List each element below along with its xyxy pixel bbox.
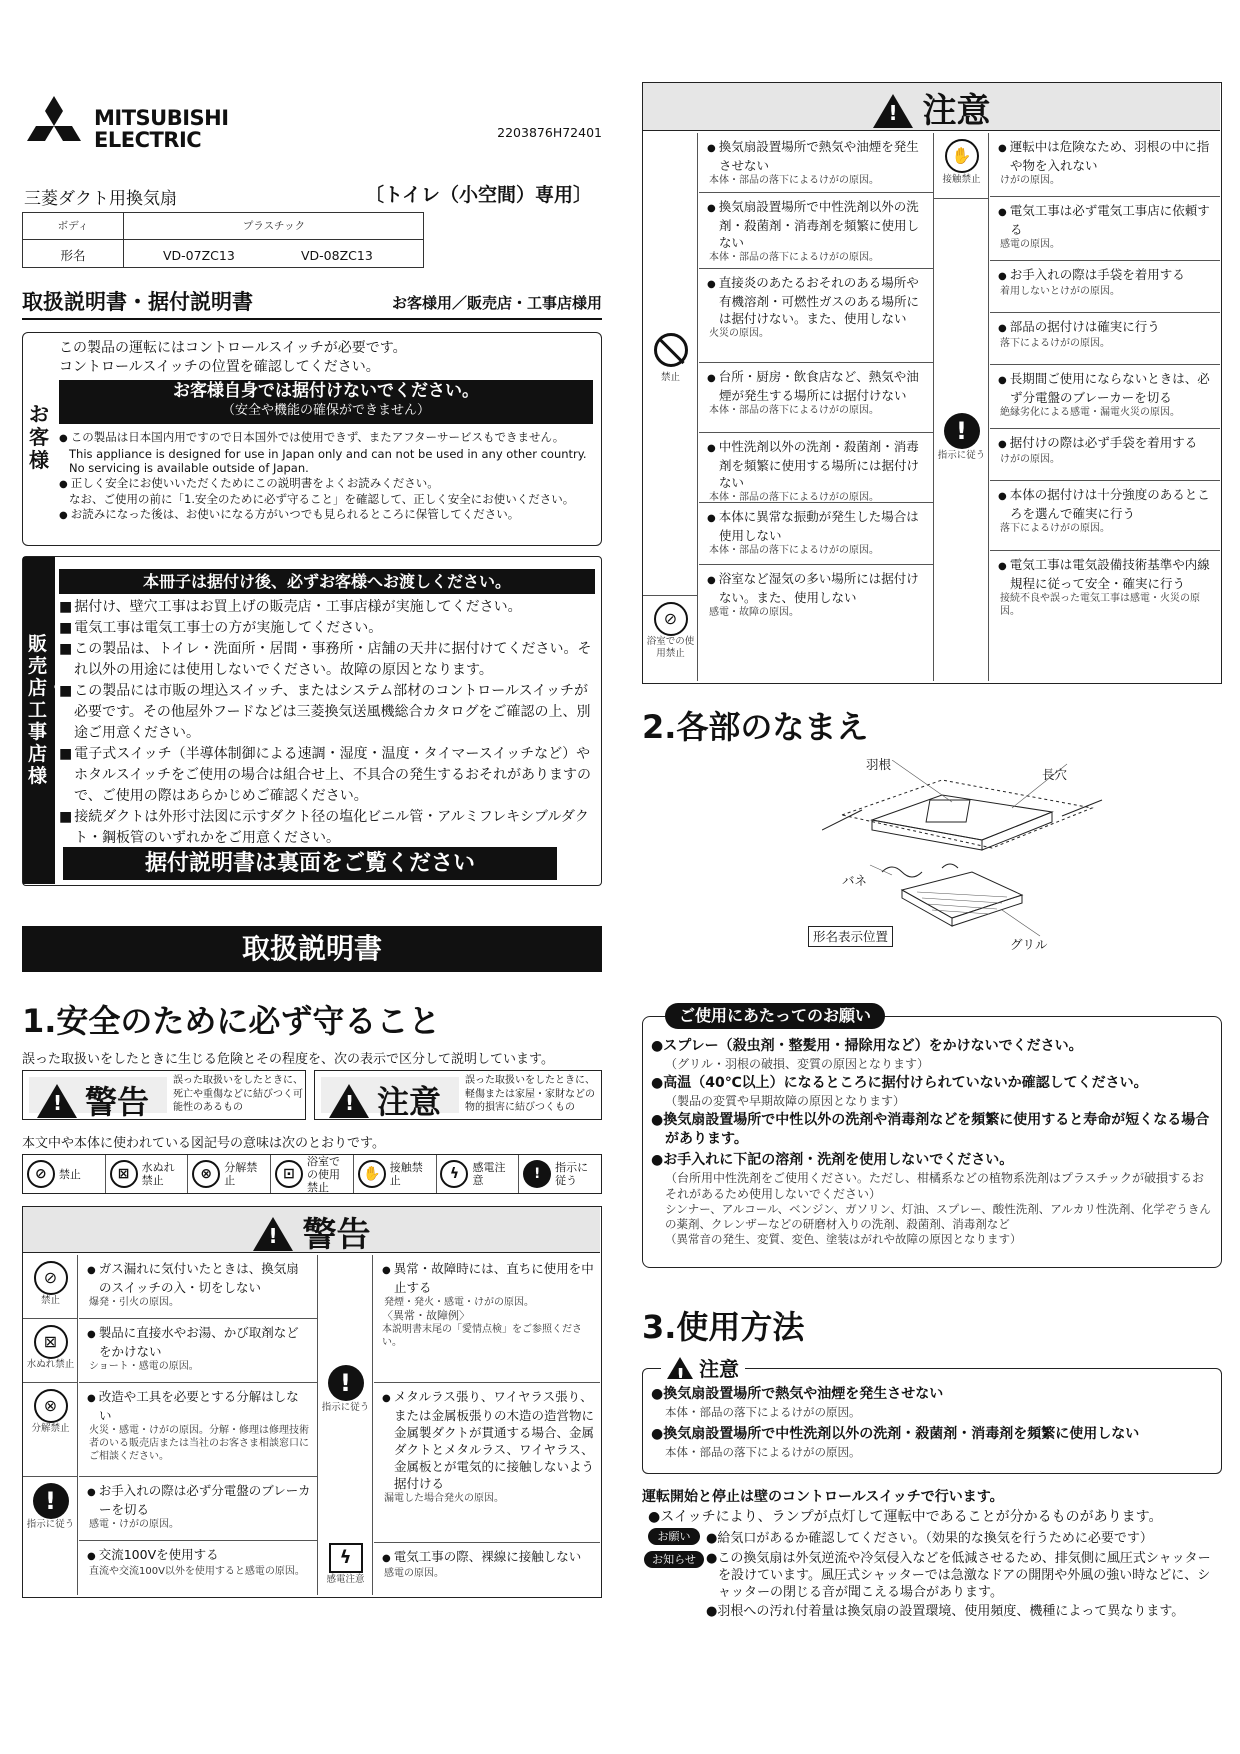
- warn-left-icon-cell: [23, 1383, 78, 1477]
- warn-left-icon-label: 分解禁止: [31, 1423, 70, 1434]
- safety-item-note: 火災の原因。: [709, 328, 769, 339]
- symbol-icon-2: ⊗: [192, 1160, 220, 1188]
- electric-shock-icon: ϟ: [329, 1543, 363, 1573]
- caution-title: 注意: [922, 91, 991, 131]
- product-name: 三菱ダクト用換気扇: [24, 189, 177, 209]
- section-main-title: 取扱説明書: [22, 926, 602, 972]
- safety-item-note: 本体・部品の落下によるけがの原因。: [709, 492, 879, 503]
- safety-item-note: 感電・故障の原因。: [709, 607, 799, 618]
- customer-line1: この製品の運転にはコントロールスイッチが必要です。: [59, 340, 407, 356]
- safety-item-note: 着用しないとけがの原因。: [1000, 286, 1120, 297]
- customer-note-1: ● この製品は日本国内用ですので日本国外では使用できず、またアフターサービスもできません。: [59, 430, 595, 447]
- warn-legend-desc: 誤った取扱いをしたときに、死亡や重傷などに結びつく可能性のあるもの: [173, 1075, 303, 1113]
- request-solvents-note: （異常音の発生、変質、変色、塗装はがれや故障の原因となります）: [665, 1232, 1022, 1246]
- symbols-intro: 本文中や本体に使われている図記号の意味は次のとおりです。: [22, 1136, 385, 1151]
- s3-caution-icon: [667, 1357, 693, 1379]
- customer-banner-sub: （安全や機能の確保ができません）: [221, 403, 430, 418]
- symbol-label: 分解禁止: [224, 1161, 258, 1187]
- dealer-item: ■ この製品は、トイレ・洗面所・居間・事務所・店舗の天井に据付けてください。それ以外の用途には使用しないでください。故障の原因となります。: [59, 639, 595, 681]
- symbol-item: [519, 1155, 601, 1193]
- safety-item: [79, 1255, 317, 1319]
- safety-item-text: ● 本体の据付けは十分強度のあるところを選んで確実に行う: [998, 486, 1214, 522]
- symbols-row: [22, 1154, 602, 1194]
- safety-item-note: 接続不良や誤った電気工事は感電・火災の原因。: [1000, 593, 1200, 617]
- safety-item-text: ● 部品の据付けは確実に行う: [998, 318, 1214, 337]
- safety-item-extra: 〈異常・故障例〉: [382, 1309, 470, 1322]
- dealer-item: ■ 電気工事は電気工事士の方が実施してください。: [59, 618, 595, 639]
- safety-item-note: 直流や交流100V以外を使用すると感電の原因。: [89, 1566, 305, 1577]
- spec-body-label: ボディ: [57, 220, 89, 232]
- safety-item: [79, 1319, 317, 1383]
- warn-left-icon-cell: [23, 1319, 78, 1383]
- caution-left-icon2-label: 浴室での使用禁止: [646, 636, 695, 659]
- symbol-label: 禁止: [58, 1167, 81, 1181]
- s3-caution-1: 換気扇設置場所で熱気や油煙を発生させない: [663, 1386, 944, 1402]
- s3-caution-2: 換気扇設置場所で中性洗剤以外の洗剤・殺菌剤・消毒剤を頻繁に使用しない: [663, 1426, 1140, 1442]
- caution-right-icon1-label: 接触禁止: [942, 174, 981, 185]
- dealer-side-label: 販売店・工事店様: [28, 633, 67, 787]
- safety-item: [990, 133, 1220, 197]
- label-bane: バネ: [842, 873, 868, 888]
- mitsubishi-logo: [22, 96, 86, 154]
- safety-item-text: ● 交流100Vを使用する: [87, 1546, 311, 1565]
- safety-item: [374, 1383, 600, 1543]
- s1-title: 1.安全のために必ず守ること: [22, 1002, 441, 1040]
- request-list: [651, 1035, 1215, 1247]
- symbol-label: 水ぬれ禁止: [141, 1161, 175, 1187]
- brand-line1: MITSUBISHI: [94, 106, 229, 130]
- request-item: [651, 1151, 1215, 1202]
- caution-legend-desc: 誤った取扱いをしたときに、軽傷または家屋・家財などの物的損害に結びつくもの: [465, 1075, 595, 1113]
- safety-item-text: ● 中性洗剤以外の洗剤・殺菌剤・消毒剤を頻繁に使用する場所には据付けない: [707, 438, 927, 491]
- symbol-icon-1: ⊠: [110, 1160, 138, 1188]
- safety-item: [990, 197, 1220, 261]
- safety-item-note: 爆発・引火の原因。: [89, 1297, 179, 1308]
- safety-item-text: ● 換気扇設置場所で熱気や油煙を発生させない: [707, 138, 927, 174]
- safety-item: [990, 313, 1220, 365]
- no-disassembly-icon: ⊗: [34, 1389, 68, 1423]
- symbol-item: [271, 1155, 354, 1193]
- safety-item-note: 感電の原因。: [1000, 239, 1060, 250]
- symbol-item: [437, 1155, 520, 1193]
- customer-box: [22, 332, 602, 546]
- safety-item-note: 本体・部品の落下によるけがの原因。: [709, 545, 879, 556]
- s3-title: 3.使用方法: [642, 1308, 805, 1346]
- caution-left-column: [699, 133, 933, 641]
- safety-item-text: ● ガス漏れに気付いたときは、換気扇のスイッチの入・切をしない: [87, 1260, 311, 1296]
- safety-item: [699, 503, 933, 565]
- customer-line2: コントロールスイッチの位置を確認してください。: [59, 359, 380, 375]
- customer-note-3: ● お読みになった後は、お使いになる方がいつでも見られるところに保管してください。: [59, 507, 595, 524]
- request-item-text: ●スプレー（殺虫剤・整髪用・掃除用など）をかけないでください。: [651, 1038, 1083, 1054]
- safety-item-extra2: 本説明書末尾の「愛情点検」をご参照ください。: [382, 1324, 582, 1348]
- safety-item-note: 落下によるけがの原因。: [1000, 338, 1110, 349]
- safety-item-text: ● 運転中は危険なため、羽根の中に指や物を入れない: [998, 138, 1214, 174]
- safety-item-note: 発煙・発火・感電・けがの原因。: [384, 1297, 534, 1308]
- caution-header: [643, 83, 1220, 131]
- request-item-sub: （製品の変質や早期故障の原因となります）: [665, 1094, 906, 1108]
- no-touch-icon: ✋: [945, 139, 979, 173]
- brand-line2: ELECTRIC: [94, 128, 202, 152]
- label-katamei: 形名表示位置: [808, 926, 893, 947]
- safety-item: [699, 193, 933, 269]
- symbol-icon-4: ✋: [358, 1160, 386, 1188]
- safety-item-note: 漏電した場合発火の原因。: [384, 1493, 504, 1504]
- safety-item-text: ● 直接炎のあたるおそれのある場所や有機溶剤・可燃性ガスのある場所には据付けない。また、使用しない: [707, 274, 927, 327]
- request-item-sub: （台所用中性洗剤をご使用ください。ただし、柑橘系などの植物系洗剤はプラスチックが破損するおそれがあるため使用しないでください）: [665, 1171, 1205, 1201]
- caution-right-icons: [934, 133, 989, 681]
- s3-caution-label: 注意: [699, 1357, 739, 1381]
- safety-item-note: 落下によるけがの原因。: [1000, 523, 1110, 534]
- safety-item-text: ● お手入れの際は手袋を着用する: [998, 266, 1214, 285]
- safety-item-text: ● 電気工事は電気設備技術基準や内線規程に従って安全・確実に行う: [998, 556, 1214, 592]
- safety-item: [699, 133, 933, 193]
- warn-right-icon1-label: 指示に従う: [321, 1402, 370, 1413]
- safety-item-text: ● 本体に異常な振動が発生した場合は使用しない: [707, 508, 927, 544]
- usage-label: 〔トイレ（小空間）専用〕: [364, 184, 592, 206]
- spec-body-value: プラスチック: [242, 220, 306, 232]
- safety-item-text: ● 電気工事は必ず電気工事店に依頼する: [998, 202, 1214, 238]
- dealer-side-bar: [23, 557, 67, 884]
- safety-item: [990, 551, 1220, 621]
- safety-item-text: ● お手入れの際は必ず分電盤のブレーカーを切る: [87, 1482, 311, 1518]
- s3-operation: 運転開始と停止は壁のコントロールスイッチで行います。: [642, 1489, 1004, 1505]
- symbol-icon-6: !: [523, 1160, 551, 1188]
- warning-header: [23, 1207, 600, 1253]
- onegai-text: 給気口があるか確認してください。（効果的な換気を行うために必要です）: [717, 1531, 1153, 1546]
- safety-item-text: ● 異常・故障時には、直ちに使用を中止する: [382, 1260, 594, 1296]
- safety-item-note: 感電・けがの原因。: [89, 1519, 179, 1530]
- safety-item: [699, 363, 933, 433]
- customer-note-1-en2: No servicing is available outside of Japan.: [69, 461, 309, 475]
- s3-caution-box: !注意 ●換気扇設置場所で熱気や油煙を発生させない 本体・部品の落下によるけがの原因。 ●換気扇設置場所で中性洗剤以外の洗剤・殺菌剤・消毒剤を頻繁に使用しない 本体・部品の落下によるけがの原因。: [642, 1368, 1222, 1474]
- caution-left-icons: [643, 133, 698, 681]
- dealer-banner: 本冊子は据付け後、必ずお客様へお渡しください。: [59, 569, 595, 594]
- safety-item: [79, 1383, 317, 1477]
- model-2: VD-08ZC13: [301, 248, 373, 263]
- caution-left-icon1-label: 禁止: [660, 372, 680, 383]
- dealer-item: ■ 据付け、壁穴工事はお買上げの販売店・工事店様が実施してください。: [59, 597, 595, 618]
- label-hane: 羽根: [866, 757, 892, 772]
- warning-triangle-icon: [37, 1084, 77, 1118]
- safety-item: [990, 481, 1220, 551]
- request-item-text: ●換気扇設置場所で中性以外の洗剤や消毒剤などを頻繁に使用すると寿命が短くなる場合があります。: [651, 1112, 1210, 1147]
- doc-code: 2203876H72401: [497, 125, 602, 140]
- oshirase-1: この換気扇は外気逆流や冷気侵入などを低減させるため、排気側に風圧式シャッターを設けています。風圧式シャッターでは急激なドアの開閉や外風の強い時などに、シャッターの閉じる音が聞こえる場合があります。: [717, 1551, 1211, 1600]
- symbol-item: [354, 1155, 437, 1193]
- oshirase-2: 羽根への汚れ付着量は換気扇の設置環境、使用頻度、機種によって異なります。: [717, 1604, 1185, 1619]
- warn-left-icon-label: 禁止: [40, 1295, 60, 1306]
- onegai-badge: お願い: [648, 1528, 700, 1545]
- oshirase-badge: お知らせ: [644, 1551, 704, 1568]
- safety-item-text: ● 換気扇設置場所で中性洗剤以外の洗剤・殺菌剤・消毒剤を頻繁に使用しない: [707, 198, 927, 251]
- dealer-box: [22, 556, 602, 886]
- label-grill: グリル: [1010, 937, 1048, 952]
- safety-item: [699, 269, 933, 363]
- symbol-label: 接触禁止: [389, 1161, 423, 1187]
- safety-item: [79, 1477, 317, 1541]
- caution-legend: [314, 1070, 602, 1120]
- manual-title: 取扱説明書・据付説明書: [22, 290, 253, 314]
- warn-left-icon-label: 水ぬれ禁止: [26, 1359, 75, 1370]
- dealer-item: ■ 接続ダクトは外形寸法図に示すダクト径の塩化ビニル管・アルミフレキシブルダクト・鋼板管のいずれかをご用意ください。: [59, 807, 595, 849]
- dealer-list: [59, 597, 595, 849]
- safety-item-text: ● 据付けの際は必ず手袋を着用する: [998, 434, 1214, 453]
- safety-item-note: 絶縁劣化による感電・漏電火災の原因。: [1000, 407, 1180, 418]
- instruction-icon: !: [33, 1483, 69, 1519]
- no-water-icon: ⊠: [34, 1325, 68, 1359]
- safety-item-text: ● 製品に直接水やお湯、かび取剤などをかけない: [87, 1324, 311, 1360]
- customer-note-2b: なお、ご使用の前に「1.安全のために必ず守ること」を確認して、正しく安全にお使いください。: [69, 492, 575, 506]
- s2-title: 2.各部のなまえ: [642, 708, 869, 746]
- safety-item: [990, 429, 1220, 481]
- safety-item: [990, 261, 1220, 313]
- s1-intro: 誤った取扱いをしたときに生じる危険とその程度を、次の表示で区分して説明しています。: [22, 1052, 554, 1067]
- audience: お客様用／販売店・工事店様用: [391, 294, 602, 312]
- spec-table: [22, 212, 424, 268]
- safety-item-note: 本体・部品の落下によるけがの原因。: [709, 405, 879, 416]
- caution-header-icon: [873, 94, 913, 128]
- symbol-label: 感電注意: [472, 1161, 506, 1187]
- safety-item-note: 火災・感電・けがの原因。分解・修理は修理技術者のいる販売店または当社のお客さま相談窓口にご相談ください。: [89, 1425, 309, 1462]
- request-item-text: ●高温（40℃以上）になるところに据付けられていないか確認してください。: [651, 1075, 1148, 1091]
- symbol-item: [188, 1155, 271, 1193]
- model-1: VD-07ZC13: [163, 248, 235, 263]
- customer-banner: [59, 380, 593, 424]
- symbol-item: [106, 1155, 189, 1193]
- warn-left-column: [79, 1255, 317, 1595]
- safety-item: [699, 433, 933, 503]
- prohibited-icon: ⊘: [34, 1261, 68, 1295]
- warn-right-icons: [318, 1255, 373, 1595]
- customer-note-1-en: This appliance is designed for use in Japan only and can not be used in any other country.: [69, 446, 587, 461]
- request-title: ご使用にあたってのお願い: [665, 1003, 885, 1029]
- symbol-icon-5: ϟ: [440, 1160, 468, 1188]
- safety-item: [990, 365, 1220, 429]
- request-item: [651, 1074, 1215, 1109]
- instruction-icon: !: [328, 1365, 364, 1401]
- request-item-sub: （グリル・羽根の破損、変質の原因となります）: [665, 1057, 930, 1071]
- warn-left-icon-label: 指示に従う: [26, 1519, 75, 1530]
- request-item: [651, 1111, 1215, 1149]
- safety-item: [374, 1543, 600, 1595]
- warn-left-icon-cell: [23, 1477, 78, 1541]
- symbol-label: 浴室での使用禁止: [307, 1154, 341, 1194]
- bathroom-prohibited-icon: ⊘: [654, 602, 688, 636]
- warn-legend-label: 警告: [85, 1083, 150, 1121]
- safety-item-note: 本体・部品の落下によるけがの原因。: [709, 252, 879, 263]
- s3-caution-2-note: 本体・部品の落下によるけがの原因。: [665, 1445, 861, 1459]
- safety-item-note: 本体・部品の落下によるけがの原因。: [709, 175, 879, 186]
- caution-right-icon2-label: 指示に従う: [937, 450, 986, 461]
- warning-header-icon: [253, 1217, 293, 1251]
- safety-item-note: ショート・感電の原因。: [89, 1361, 199, 1372]
- caution-triangle-icon: [329, 1084, 369, 1118]
- warning-table: [22, 1206, 602, 1598]
- warn-left-icon-cell: [23, 1541, 78, 1595]
- safety-item-note: けがの原因。: [1000, 454, 1060, 465]
- customer-banner-text: お客様自身では据付けないでください。: [173, 381, 479, 401]
- safety-item-note: けがの原因。: [1000, 175, 1060, 186]
- safety-item: [79, 1541, 317, 1595]
- symbol-icon-3: ⊡: [275, 1160, 303, 1188]
- request-item-text: ●お手入れに下記の溶剤・洗剤を使用しないでください。: [651, 1152, 1014, 1168]
- symbol-icon-0: ⊘: [27, 1160, 55, 1188]
- dealer-item: ■ 電子式スイッチ（半導体制御による速調・湿度・温度・タイマースイッチなど）やホタルスイッチをご使用の場合は組合せ上、不具合の発生するおそれがありますので、ご使用の際はあらかじめご確認ください。: [59, 744, 595, 807]
- safety-item-text: ● 改造や工具を必要とする分解はしない: [87, 1388, 311, 1424]
- caution-instruction-icon: !: [944, 413, 980, 449]
- label-nagaana: 長穴: [1042, 767, 1068, 782]
- s3-caution-1-note: 本体・部品の落下によるけがの原因。: [665, 1405, 861, 1419]
- customer-note-2: ● 正しく安全にお使いいただくためにこの説明書をよくお読みください。: [59, 476, 595, 493]
- safety-item-text: ● 電気工事の際、裸線に接触しない: [382, 1548, 594, 1567]
- safety-item-text: ● メタルラス張り、ワイヤラス張り、または金属板張りの木造の造営物に金属製ダクトが貫通する場合、金属ダクトとメタルラス、ワイヤラス、金属板とが電気的に接触しないよう据付ける: [382, 1388, 594, 1492]
- warn-left-icons: [23, 1255, 78, 1595]
- s3-operation-1: スイッチにより、ランプが点灯して運転中であることが分かるものがあります。: [660, 1509, 1163, 1525]
- safety-item: [374, 1255, 600, 1383]
- safety-item-text: ● 長期間ご使用にならないときは、必ず分電盤のブレーカーを切る: [998, 370, 1214, 406]
- customer-side-label: お客様: [29, 402, 49, 472]
- symbol-item: [23, 1155, 106, 1193]
- caution-table: [642, 82, 1222, 684]
- safety-item-text: ● 台所・厨房・飲食店など、熱気や油煙が発生する場所には据付けない: [707, 368, 927, 404]
- warning-title: 警告: [302, 1215, 371, 1255]
- dealer-item: ■ この製品には市販の埋込スイッチ、またはシステム部材のコントロールスイッチが必要です。その他屋外フードなどは三菱換気送風機総合カタログをご確認の上、別途ご用意ください。: [59, 681, 595, 744]
- request-solvents: シンナー、アルコール、ベンジン、ガソリン、灯油、スプレー、酸性洗剤、アルカリ性洗剤、化学ぞうきんの薬剤、クレンザーなどの研磨材入りの洗剤、殺菌剤、消毒剤など: [665, 1202, 1211, 1231]
- caution-legend-label: 注意: [377, 1083, 442, 1121]
- request-item: [651, 1037, 1215, 1072]
- warn-left-icon-cell: [23, 1255, 78, 1319]
- safety-item-text: ● 浴室など湿気の多い場所には据付けない。また、使用しない: [707, 570, 927, 606]
- request-box: [642, 1006, 1222, 1268]
- spec-model-label: 形名: [60, 248, 86, 263]
- dealer-footer: 据付説明書は裏面をご覧ください: [63, 847, 557, 880]
- safety-item: [699, 565, 933, 641]
- warn-right-icon2-label: 感電注意: [326, 1574, 365, 1585]
- safety-item-note: 感電の原因。: [384, 1568, 444, 1579]
- prohibited-icon: [654, 333, 688, 367]
- caution-right-column: [990, 133, 1220, 621]
- symbol-label: 指示に従う: [555, 1161, 589, 1187]
- warn-legend: [22, 1070, 306, 1120]
- warn-right-column: [374, 1255, 600, 1595]
